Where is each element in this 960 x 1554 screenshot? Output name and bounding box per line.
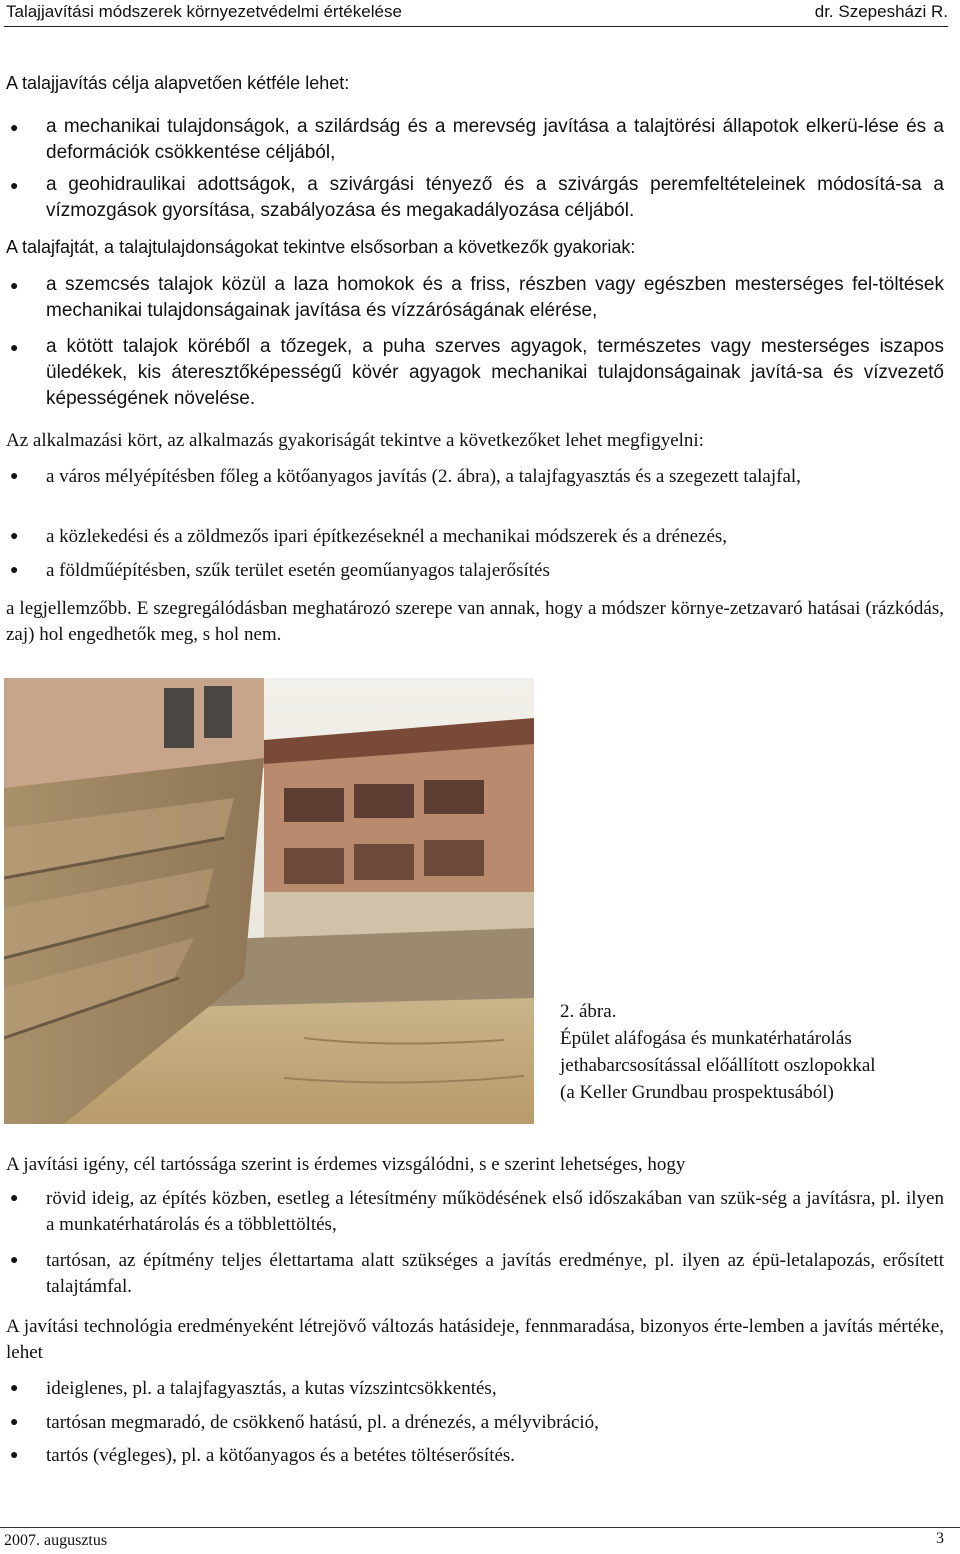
list-item-text: a város mélyépítésben főleg a kötőanyagos javítás (2. ábra), a talajfagyasztás és a szegezett talajfal, bbox=[46, 466, 801, 487]
list-item-text: tartósan, az építmény teljes élettartama alatt szükséges a javítás eredménye, pl. ilyen az épü-letalapozás, erősített talajtámfal. bbox=[46, 1250, 944, 1297]
list-item-text: a közlekedési és a zöldmezős ipari építkezéseknél a mechanikai módszerek és a drénezés, bbox=[46, 526, 728, 547]
list-item-text: ideiglenes, pl. a talajfagyasztás, a kutas vízszintcsökkentés, bbox=[46, 1378, 497, 1399]
technology-lead: A javítási technológia eredményeként létrejövő változás hatásideje, fennmaradása, bizonyos érte-lemben a javítás mértéke, lehet bbox=[6, 1316, 944, 1363]
bullet-icon: ● bbox=[10, 1381, 19, 1396]
bullet-icon: ● bbox=[10, 177, 19, 193]
list-item-text: a mechanikai tulajdonságok, a szilárdság és a merevség javítása a talajtörési állapotok elkerü-lése és a deformációk csökkentése céljából, bbox=[46, 116, 944, 163]
footer-date: 2007. augusztus bbox=[4, 1532, 108, 1549]
page-footer bbox=[0, 1527, 960, 1554]
list-item-text: a földműépítésben, szűk terület esetén geoműanyagos talajerősítés bbox=[46, 560, 550, 581]
list-item-text: tartósan megmaradó, de csökkenő hatású, pl. a drénezés, a mélyvibráció, bbox=[46, 1412, 599, 1433]
bullet-icon: ● bbox=[10, 1191, 19, 1206]
list-item-text: a szemcsés talajok közül a laza homokok és a friss, részben vagy egészben mesterséges fel-töltések mechanikai tulajdonságainak javítása és vízzáróságának elérése, bbox=[46, 274, 944, 321]
list-item-text: a geohidraulikai adottságok, a szivárgási tényező és a szivárgás peremfeltételeinek módosítá-sa a vízmozgások gyorsítása, szabályozása és megakadályozása céljából. bbox=[46, 174, 944, 221]
bullet-icon: ● bbox=[10, 529, 19, 544]
page-header bbox=[4, 0, 948, 27]
bullet-icon: ● bbox=[10, 119, 19, 135]
caption-line: Épület aláfogása és munkatérhatárolás bbox=[560, 1028, 852, 1049]
bullet-icon: ● bbox=[10, 1415, 19, 1430]
bullet-icon: ● bbox=[10, 277, 19, 293]
duration-lead: A javítási igény, cél tartóssága szerint is érdemes vizsgálódni, s e szerint lehetséges, hogy bbox=[6, 1154, 686, 1175]
caption-line: (a Keller Grundbau prospektusából) bbox=[560, 1082, 834, 1103]
bullet-icon: ● bbox=[10, 339, 19, 355]
document-author: dr. Szepesházi R. bbox=[814, 2, 948, 21]
list-item-text: rövid ideig, az építés közben, esetleg a létesítmény működésének első időszakában van szük-ség a javításra, pl. ilyen a munkatérhatárolás és a többlettöltés, bbox=[46, 1188, 944, 1235]
figure-caption bbox=[560, 998, 960, 1106]
figure-number: 2. ábra. bbox=[560, 1001, 617, 1022]
bullet-icon: ● bbox=[10, 469, 19, 484]
bullet-icon: ● bbox=[10, 563, 19, 578]
bullet-icon: ● bbox=[10, 1253, 19, 1268]
application-closing: a legjellemzőbb. E szegregálódásban meghatározó szerepe van annak, hogy a módszer környe-zetzavaró hatásai (rázkódás, zaj) hol engedhetők meg, s hol nem. bbox=[6, 598, 944, 645]
caption-line: jethabarcsosítással előállított oszlopokkal bbox=[560, 1055, 876, 1076]
soil-lead: A talajfajtát, a talajtulajdonságokat tekintve elsősorban a következők gyakoriak: bbox=[6, 237, 636, 257]
document-title: Talajjavítási módszerek környezetvédelmi értékelése bbox=[6, 2, 402, 21]
intro-lead: A talajjavítás célja alapvetően kétféle lehet: bbox=[6, 73, 350, 93]
construction-photo bbox=[4, 678, 534, 1124]
page-number: 3 bbox=[936, 1530, 944, 1547]
bullet-icon: ● bbox=[10, 1448, 19, 1463]
list-item-text: a kötött talajok köréből a tőzegek, a puha szerves agyagok, természetes vagy mesterséges iszapos üledékek, kis áteresztőképességű kövér agyagok mechanikai tulajdonságainak javítá-sa és vízvezető képességének növelése. bbox=[46, 336, 944, 409]
list-item-text: tartós (végleges), pl. a kötőanyagos és a betétes töltéserősítés. bbox=[46, 1445, 516, 1466]
application-lead: Az alkalmazási kört, az alkalmazás gyakoriságát tekintve a következőket lehet megfigyelni: bbox=[6, 430, 704, 451]
